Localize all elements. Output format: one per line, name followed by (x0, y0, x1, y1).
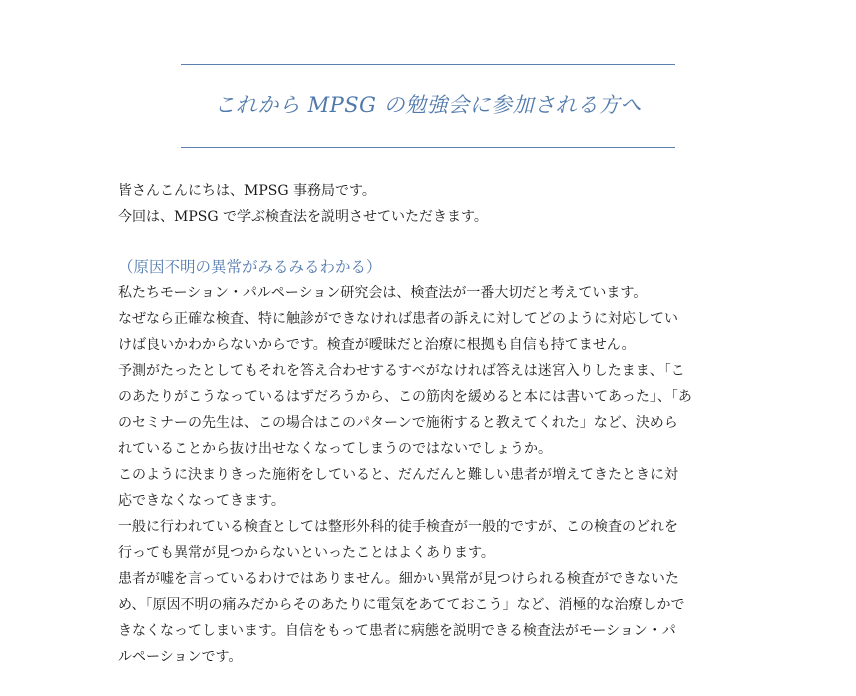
title-block (181, 64, 675, 148)
body-line: きなくなってしまいます。自信をもって患者に病態を説明できる検査法がモーション・パ (118, 623, 676, 639)
body-line: 患者が嘘を言っているわけではありません。細かい異常が見つけられる検査ができないた (118, 571, 679, 587)
body-line: 予測がたったとしてもそれを答え合わせするすべがなければ答えは迷宮入りしたまま、「こ (118, 363, 685, 379)
intro-line: 今回は、MPSG で学ぶ検査法を説明させていただきます。 (118, 209, 488, 225)
page-title: これから MPSG の勉強会に参加される方へ (214, 93, 642, 117)
body-line: ルペーションです。 (118, 649, 243, 665)
body-line: 応できなくなってきます。 (118, 493, 285, 509)
title-top-rule (181, 64, 675, 65)
body-text (118, 280, 738, 670)
intro-paragraph (118, 178, 738, 230)
body-line: のあたりがこうなっているはずだろうから、この筋肉を緩めると本には書いてあった」、「あ (118, 389, 692, 405)
body-line: けば良いかわからないからです。検査が曖昧だと治療に根拠も自信も持てません。 (118, 337, 636, 353)
body-line: め、「原因不明の痛みだからそのあたりに電気をあてておこう」など、消極的な治療しかで (118, 597, 685, 613)
title-bottom-rule (181, 147, 675, 148)
body-line: なぜなら正確な検査、特に触診ができなければ患者の訴えに対してどのように対応してい (118, 311, 678, 327)
body-line: れていることから抜け出せなくなってしまうのではないでしょうか。 (118, 441, 552, 457)
body-line: 行っても異常が見つからないといったことはよくあります。 (118, 545, 495, 561)
body-line: このように決まりきった施術をしていると、だんだんと難しい患者が増えてきたときに対 (118, 467, 678, 483)
body-line: 私たちモーション・パルペーション研究会は、検査法が一番大切だと考えています。 (118, 285, 648, 301)
body-line: 一般に行われている検査としては整形外科的徒手検査が一般的ですが、この検査のどれを (118, 519, 678, 535)
intro-line: 皆さんこんにちは、MPSG 事務局です。 (118, 183, 376, 199)
body-line: のセミナーの先生は、この場合はこのパターンで施術すると教えてくれた」など、決めら (118, 415, 678, 431)
section-heading: （原因不明の異常がみるみるわかる） (118, 258, 382, 276)
